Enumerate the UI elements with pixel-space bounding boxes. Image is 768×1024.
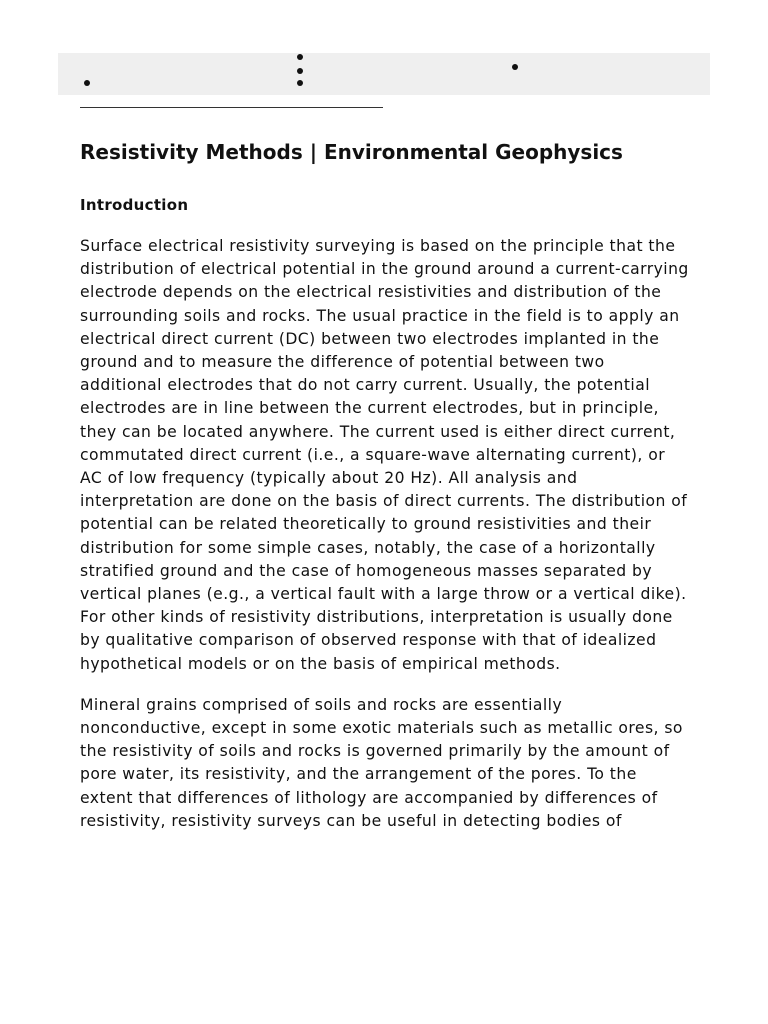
vertical-ellipsis-icon[interactable] [297,80,303,86]
paragraph: Mineral grains comprised of soils and rocks are essentially nonconductive, except in some exotic materials such as metallic ores, so the resistivity of soils and rocks is governed primarily by the amount of pore water, its resistivity, and the arrangement of the pores. To the extent that differences of lithology are accompanied by differences of resistivity, resistivity surveys can be useful in detecting bodies of [80,695,683,830]
page-title: Resistivity Methods | Environmental Geophysics [80,140,623,164]
document-body [80,140,690,833]
dot-icon[interactable] [84,80,90,86]
section-heading: Introduction [80,196,189,214]
vertical-ellipsis-icon[interactable] [297,68,303,74]
vertical-ellipsis-icon[interactable] [297,54,303,60]
paragraph: Surface electrical resistivity surveying is based on the principle that the distribution of electrical potential in the ground around a current-carrying electrode depends on the electrical resistivities and distribution of the surrounding soils and rocks. The usual practice in the field is to apply an electrical direct current (DC) between two electrodes implanted in the ground and to measure the difference of potential between two additional electrodes that do not carry current. Usually, the potential electrodes are in line between the current electrodes, but in principle, they can be located anywhere. The current used is either direct current, commutated direct current (i.e., a square-wave alternating current), or AC of low frequency (typically about 20 Hz). All analysis and interpretation are done on the basis of direct currents. The distribution of potential can be related theoretically to ground resistivities and their distribution for some simple cases, notably, the case of a horizontally stratified ground and the case of homogeneous masses separated by vertical planes (e.g., a vertical fault with a large throw or a vertical dike). For other kinds of resistivity distributions, interpretation is usually done by qualitative comparison of observed response with that of idealized hypothetical models or on the basis of empirical methods. [80,237,689,673]
divider [80,107,383,108]
top-toolbar [58,53,710,95]
dot-icon[interactable] [512,64,518,70]
